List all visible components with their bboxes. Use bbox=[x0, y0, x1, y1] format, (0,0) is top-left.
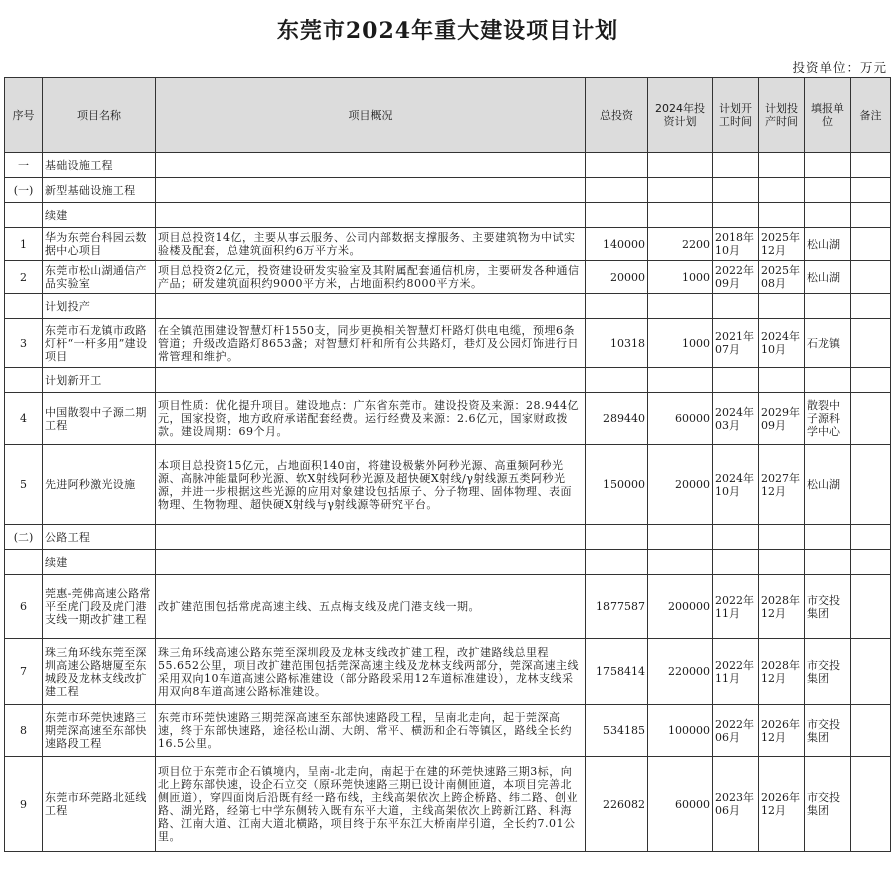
row-no: 9 bbox=[5, 757, 43, 852]
row-no: (二) bbox=[5, 525, 43, 550]
remark bbox=[851, 261, 891, 294]
header-plan: 2024年投资计划 bbox=[648, 78, 713, 153]
row-no: 6 bbox=[5, 575, 43, 639]
reporting-unit: 松山湖 bbox=[805, 445, 851, 525]
project-name: 东莞市环莞路北延线工程 bbox=[43, 757, 156, 852]
header-overview: 项目概况 bbox=[156, 78, 586, 153]
plan-2024: 1000 bbox=[648, 261, 713, 294]
group-label: 续建 bbox=[43, 550, 156, 575]
group-label: 计划新开工 bbox=[43, 368, 156, 393]
table-row bbox=[5, 757, 891, 852]
group-row bbox=[5, 203, 891, 228]
project-name: 东莞市环莞快速路三期莞深高速至东部快速路段工程 bbox=[43, 705, 156, 757]
plan-2024: 1000 bbox=[648, 319, 713, 368]
section-row bbox=[5, 178, 891, 203]
header-unit: 填报单位 bbox=[805, 78, 851, 153]
reporting-unit: 市交投集团 bbox=[805, 575, 851, 639]
header-end: 计划投产时间 bbox=[759, 78, 805, 153]
group-row bbox=[5, 550, 891, 575]
start-time: 2022年11月 bbox=[713, 639, 759, 705]
project-overview: 改扩建范围包括常虎高速主线、五点梅支线及虎门港支线一期。 bbox=[156, 575, 586, 639]
row-no: 一 bbox=[5, 153, 43, 178]
remark bbox=[851, 575, 891, 639]
reporting-unit: 石龙镇 bbox=[805, 319, 851, 368]
start-time: 2023年06月 bbox=[713, 757, 759, 852]
total-investment: 150000 bbox=[586, 445, 648, 525]
start-time: 2018年10月 bbox=[713, 228, 759, 261]
project-overview: 项目位于东莞市企石镇境内，呈南-北走向，南起于在建的环莞快速路三期3标，向北上跨东部快速，设企石立交（原环莞快速路三期已设计南侧匝道，本项目完善北侧匝道），穿四面岗后沿既有经一路布线，主线高架依次上跨企桥路、纬二路、创业路、湖光路，经第七中学东侧转入既有东平大道，主线高架依次上跨新江路、科海路、江南大道、江南大道北横路，项目终于东平东江大桥南岸引道，全长约7.01公里。 bbox=[156, 757, 586, 852]
header-start: 计划开工时间 bbox=[713, 78, 759, 153]
reporting-unit: 市交投集团 bbox=[805, 757, 851, 852]
remark bbox=[851, 639, 891, 705]
end-time: 2028年12月 bbox=[759, 639, 805, 705]
start-time: 2022年09月 bbox=[713, 261, 759, 294]
section-label: 新型基础设施工程 bbox=[43, 178, 156, 203]
end-time: 2029年09月 bbox=[759, 393, 805, 445]
project-overview: 项目总投资2亿元，投资建设研发实验室及其附属配套通信机房，主要研发各种通信产品；研发建筑面积约9000平方米，占地面积约8000平方米。 bbox=[156, 261, 586, 294]
row-no: 5 bbox=[5, 445, 43, 525]
remark bbox=[851, 757, 891, 852]
table-row bbox=[5, 639, 891, 705]
start-time: 2022年06月 bbox=[713, 705, 759, 757]
remark bbox=[851, 393, 891, 445]
total-investment: 226082 bbox=[586, 757, 648, 852]
start-time: 2022年11月 bbox=[713, 575, 759, 639]
plan-2024: 200000 bbox=[648, 575, 713, 639]
project-name: 中国散裂中子源二期工程 bbox=[43, 393, 156, 445]
group-label: 续建 bbox=[43, 203, 156, 228]
total-investment: 20000 bbox=[586, 261, 648, 294]
page-title: 东莞市2024年重大建设项目计划 bbox=[276, 18, 619, 44]
table-row bbox=[5, 261, 891, 294]
total-investment: 10318 bbox=[586, 319, 648, 368]
start-time: 2021年07月 bbox=[713, 319, 759, 368]
row-no: 1 bbox=[5, 228, 43, 261]
remark bbox=[851, 445, 891, 525]
start-time: 2024年10月 bbox=[713, 445, 759, 525]
plan-2024: 2200 bbox=[648, 228, 713, 261]
plan-2024: 60000 bbox=[648, 393, 713, 445]
total-investment: 1877587 bbox=[586, 575, 648, 639]
header-name: 项目名称 bbox=[43, 78, 156, 153]
plan-2024: 20000 bbox=[648, 445, 713, 525]
reporting-unit: 松山湖 bbox=[805, 261, 851, 294]
remark bbox=[851, 228, 891, 261]
remark bbox=[851, 705, 891, 757]
section-label: 公路工程 bbox=[43, 525, 156, 550]
table-row bbox=[5, 445, 891, 525]
investment-unit-label: 投资单位：万元 bbox=[792, 60, 887, 75]
project-overview: 珠三角环线高速公路东莞至深圳段及龙林支线改扩建工程，改扩建路线总里程55.652公里，项目改扩建范围包括莞深高速主线及龙林支线两部分，莞深高速主线采用双向10车道高速公路标准建设（部分路段采用12车道标准建设），龙林支线采用双向8车道高速公路标准建设。 bbox=[156, 639, 586, 705]
row-no: 2 bbox=[5, 261, 43, 294]
section-row bbox=[5, 153, 891, 178]
total-investment: 1758414 bbox=[586, 639, 648, 705]
reporting-unit: 市交投集团 bbox=[805, 705, 851, 757]
reporting-unit: 散裂中子源科学中心 bbox=[805, 393, 851, 445]
header-remark: 备注 bbox=[851, 78, 891, 153]
row-no: 8 bbox=[5, 705, 43, 757]
group-row bbox=[5, 368, 891, 393]
remark bbox=[851, 319, 891, 368]
project-name: 莞惠-莞佛高速公路常平至虎门段及虎门港支线一期改扩建工程 bbox=[43, 575, 156, 639]
row-no: 3 bbox=[5, 319, 43, 368]
row-no: 4 bbox=[5, 393, 43, 445]
table-row bbox=[5, 575, 891, 639]
total-investment: 534185 bbox=[586, 705, 648, 757]
table-header-row bbox=[5, 78, 891, 153]
header-no: 序号 bbox=[5, 78, 43, 153]
project-name: 东莞市石龙镇市政路灯杆“一杆多用”建设项目 bbox=[43, 319, 156, 368]
project-overview: 项目总投资14亿，主要从事云服务、公司内部数据支撑服务、主要建筑物为中试实验楼及配套，总建筑面积约6万平方米。 bbox=[156, 228, 586, 261]
project-name: 东莞市松山湖通信产品实验室 bbox=[43, 261, 156, 294]
row-no: 7 bbox=[5, 639, 43, 705]
end-time: 2028年12月 bbox=[759, 575, 805, 639]
table-row bbox=[5, 393, 891, 445]
project-table bbox=[4, 77, 891, 852]
project-name: 先进阿秒激光设施 bbox=[43, 445, 156, 525]
group-row bbox=[5, 294, 891, 319]
header-total: 总投资 bbox=[586, 78, 648, 153]
total-investment: 140000 bbox=[586, 228, 648, 261]
end-time: 2026年12月 bbox=[759, 705, 805, 757]
table-row bbox=[5, 228, 891, 261]
row-no: (一) bbox=[5, 178, 43, 203]
project-overview: 项目性质：优化提升项目。建设地点：广东省东莞市。建设投资及来源：28.944亿元，国家投资，地方政府承诺配套经费。运行经费及来源：2.6亿元，国家财政拨款。建设周期：69个月。 bbox=[156, 393, 586, 445]
project-name: 华为东莞台科园云数据中心项目 bbox=[43, 228, 156, 261]
end-time: 2025年12月 bbox=[759, 228, 805, 261]
start-time: 2024年03月 bbox=[713, 393, 759, 445]
project-overview: 东莞市环莞快速路三期莞深高速至东部快速路段工程，呈南北走向，起于莞深高速，终于东部快速路，途径松山湖、大朗、常平、横沥和企石等镇区，路线全长约16.5公里。 bbox=[156, 705, 586, 757]
project-overview: 在全镇范围建设智慧灯杆1550支，同步更换相关智慧灯杆路灯供电电缆，预埋6条管道；升级改造路灯8653盏；对智慧灯杆和所有公共路灯，巷灯及公园灯饰进行日常管理和维护。 bbox=[156, 319, 586, 368]
total-investment: 289440 bbox=[586, 393, 648, 445]
section-row bbox=[5, 525, 891, 550]
table-row bbox=[5, 705, 891, 757]
plan-2024: 60000 bbox=[648, 757, 713, 852]
end-time: 2027年12月 bbox=[759, 445, 805, 525]
project-overview: 本项目总投资15亿元，占地面积140亩，将建设极紫外阿秒光源、高重频阿秒光源、高脉冲能量阿秒光源、软X射线阿秒光源及超快硬X射线/γ射线源五类阿秒光源，并进一步根据这些光源的应用对象建设包括原子、分子物理、固体物理、表面物理、生物物理、超快硬X射线与γ射线源等研究平台。 bbox=[156, 445, 586, 525]
group-label: 计划投产 bbox=[43, 294, 156, 319]
table-row bbox=[5, 319, 891, 368]
end-time: 2026年12月 bbox=[759, 757, 805, 852]
reporting-unit: 市交投集团 bbox=[805, 639, 851, 705]
section-label: 基础设施工程 bbox=[43, 153, 156, 178]
end-time: 2024年10月 bbox=[759, 319, 805, 368]
reporting-unit: 松山湖 bbox=[805, 228, 851, 261]
plan-2024: 220000 bbox=[648, 639, 713, 705]
plan-2024: 100000 bbox=[648, 705, 713, 757]
end-time: 2025年08月 bbox=[759, 261, 805, 294]
project-name: 珠三角环线东莞至深圳高速公路塘厦至东城段及龙林支线改扩建工程 bbox=[43, 639, 156, 705]
